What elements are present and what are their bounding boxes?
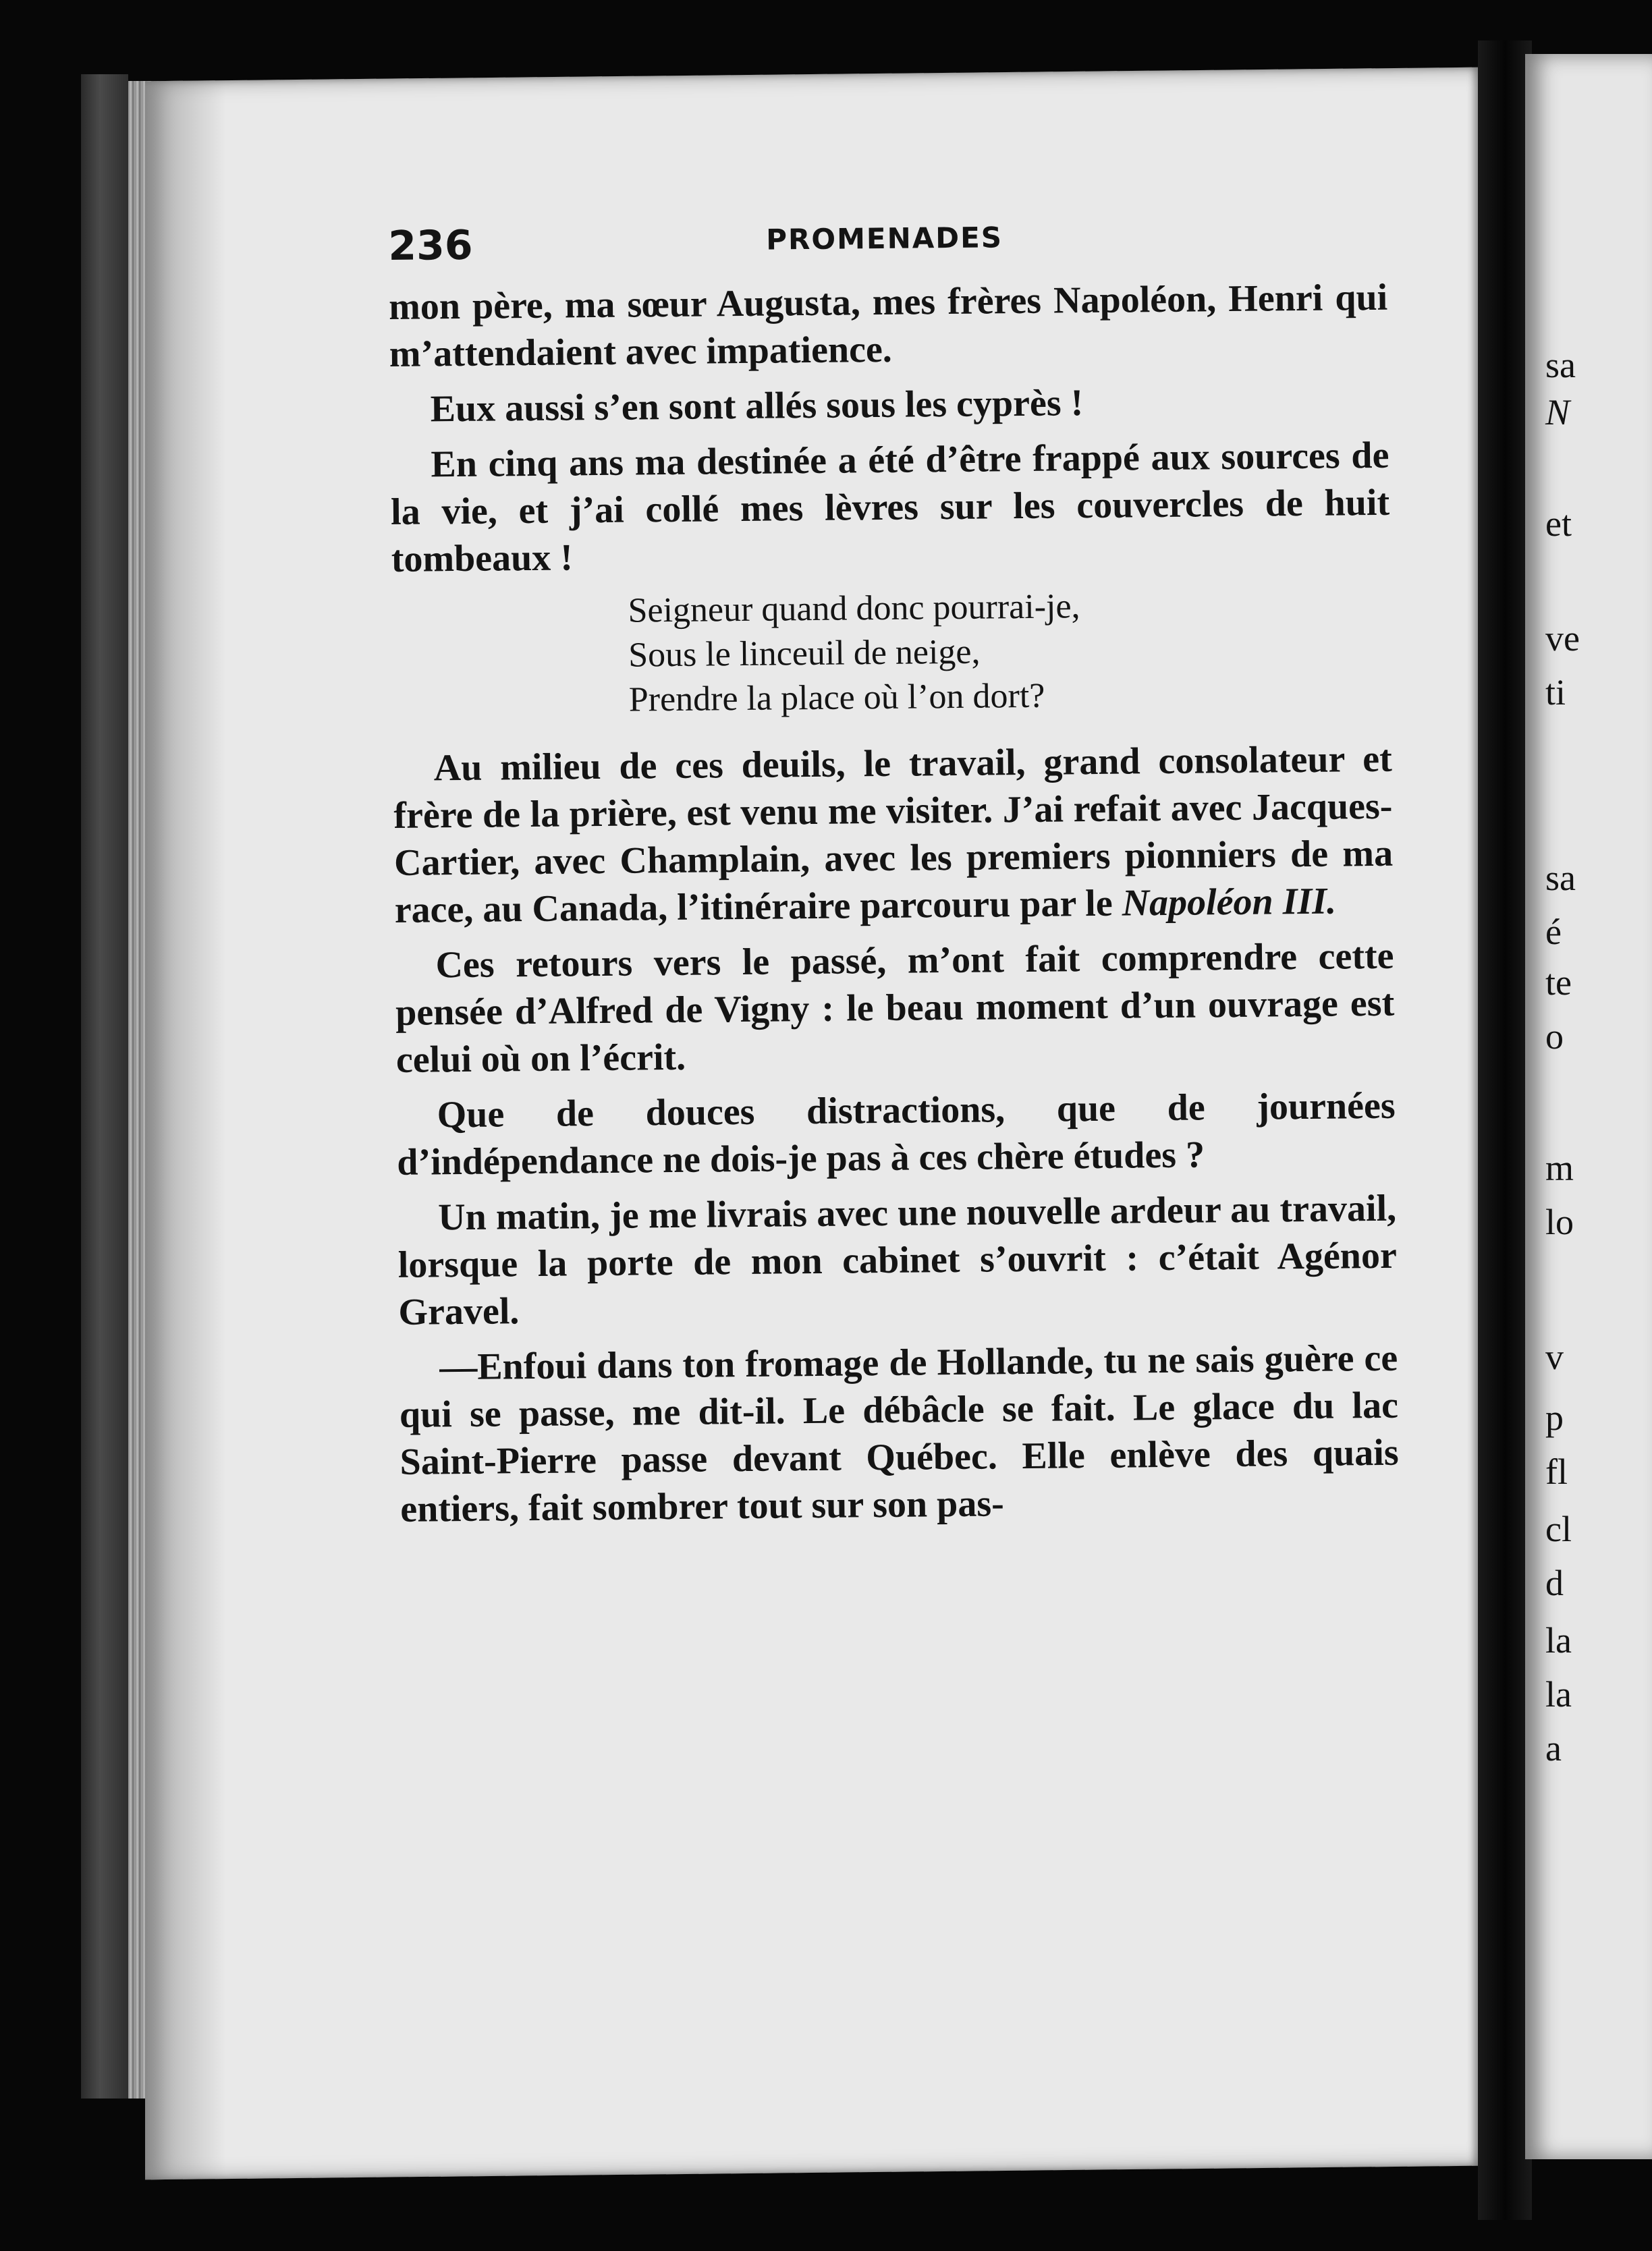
ship-name: Napoléon III. — [1122, 880, 1337, 924]
facing-fragment: sa — [1545, 345, 1576, 385]
facing-fragment: et — [1545, 503, 1572, 544]
page-number: 236 — [388, 221, 473, 270]
facing-fragment: la — [1545, 1674, 1572, 1715]
poem-line: Prendre la place où l’on dort? — [628, 676, 1045, 719]
paragraph-text: Au milieu de ces deuils, le travail, grand consolateur et frère de la prière, est venu me visiter. J’ai refait avec Jacques-Cartier, avec Champlain, avec les premiers pionniers de ma race, au Canada, l’itinéraire parcouru par le — [393, 738, 1394, 931]
paragraph: En cinq ans ma destinée a été d’être frappé aux sources de la vie, et j’ai collé mes lèvres sur les couvercles de huit tombeaux ! — [390, 434, 1390, 580]
page-header — [388, 213, 1387, 283]
facing-fragment: é — [1545, 912, 1562, 952]
paragraph — [393, 735, 1394, 934]
paragraph: Ces retours vers le passé, m’ont fait comprendre cette pensée d’Alfred de Vigny : le beau moment d’un ouvrage est celui où on l’écrit. — [395, 935, 1395, 1081]
page-shadow — [145, 80, 226, 2179]
facing-fragment: o — [1545, 1016, 1564, 1057]
facing-fragment: d — [1545, 1563, 1564, 1603]
facing-fragment: ve — [1545, 618, 1580, 659]
facing-fragment: lo — [1545, 1202, 1574, 1242]
facing-fragment: m — [1545, 1148, 1574, 1188]
poem-line: Seigneur quand donc pourrai-je, — [628, 587, 1080, 630]
facing-fragment: a — [1545, 1728, 1562, 1769]
facing-fragment: la — [1545, 1620, 1572, 1661]
facing-fragment: fl — [1545, 1451, 1568, 1492]
facing-page — [1525, 54, 1652, 2159]
paragraph: Eux aussi s’en sont allés sous les cyprès ! — [430, 382, 1084, 430]
book-spine-edge — [81, 74, 128, 2099]
running-head: PROMENADES — [766, 221, 1003, 256]
page-text — [388, 213, 1400, 1541]
paragraph: Un matin, je me livrais avec une nouvelle ardeur au travail, lorsque la porte de mon cabinet s’ouvrit : c’était Agénor Gravel. — [397, 1187, 1398, 1333]
paragraph: Que de douces distractions, que de journées d’indépendance ne dois-je pas à ces chère études ? — [397, 1084, 1396, 1184]
facing-fragment: te — [1545, 962, 1572, 1003]
facing-fragment: N — [1545, 392, 1570, 433]
facing-fragment: sa — [1545, 858, 1576, 898]
facing-fragment: v — [1545, 1337, 1564, 1377]
facing-fragment: p — [1545, 1397, 1564, 1438]
paragraph: mon père, ma sœur Augusta, mes frères Napoléon, Henri qui m’attendaient avec impatience. — [388, 276, 1388, 375]
paragraph: —Enfoui dans ton fromage de Hollande, tu ne sais guère ce qui se passe, me dit-il. Le débâcle se fait. Le glace du lac Saint-Pierre passe devant Québec. Elle enlève des quais entiers, fait sombrer tout sur son pas- — [399, 1337, 1399, 1530]
poem-line: Sous le linceuil de neige, — [628, 632, 981, 675]
facing-fragment: ti — [1545, 672, 1566, 713]
poem-stanza — [628, 582, 1392, 723]
gutter — [1478, 40, 1532, 2220]
facing-fragment: cl — [1545, 1509, 1572, 1549]
